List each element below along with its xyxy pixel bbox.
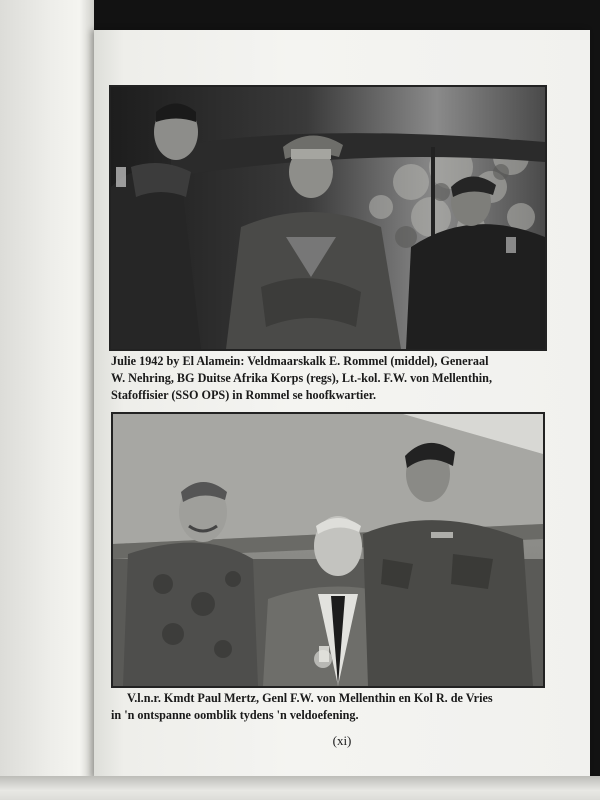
- caption-top-line-2: W. Nehring, BG Duitse Afrika Korps (regs), Lt.-kol. F.W. von Mellenthin,: [111, 371, 492, 385]
- caption-top-line-1: Julie 1942 by El Alamein: Veldmaarskalk E. Rommel (middel), Generaal: [111, 354, 489, 368]
- page-edge-bottom: [0, 776, 600, 800]
- caption-top: [111, 353, 551, 404]
- caption-bottom: [111, 690, 551, 724]
- facing-page-left: [0, 0, 94, 800]
- book-page: [94, 30, 590, 778]
- caption-top-line-3: Stafoffisier (SSO OPS) in Rommel se hoofkwartier.: [111, 388, 377, 402]
- photo-field-exercise-image: [113, 414, 543, 686]
- caption-bottom-line-2: in 'n ontspanne oomblik tydens 'n veldoefening.: [111, 708, 359, 722]
- caption-bottom-line-1: V.l.n.r. Kmdt Paul Mertz, Genl F.W. von Mellenthin en Kol R. de Vries: [127, 691, 493, 705]
- page-number: (xi): [332, 733, 352, 748]
- photo-field-exercise: [111, 412, 545, 688]
- photo-rommel-headquarters-image: [111, 87, 545, 349]
- photo-rommel-headquarters: [109, 85, 547, 351]
